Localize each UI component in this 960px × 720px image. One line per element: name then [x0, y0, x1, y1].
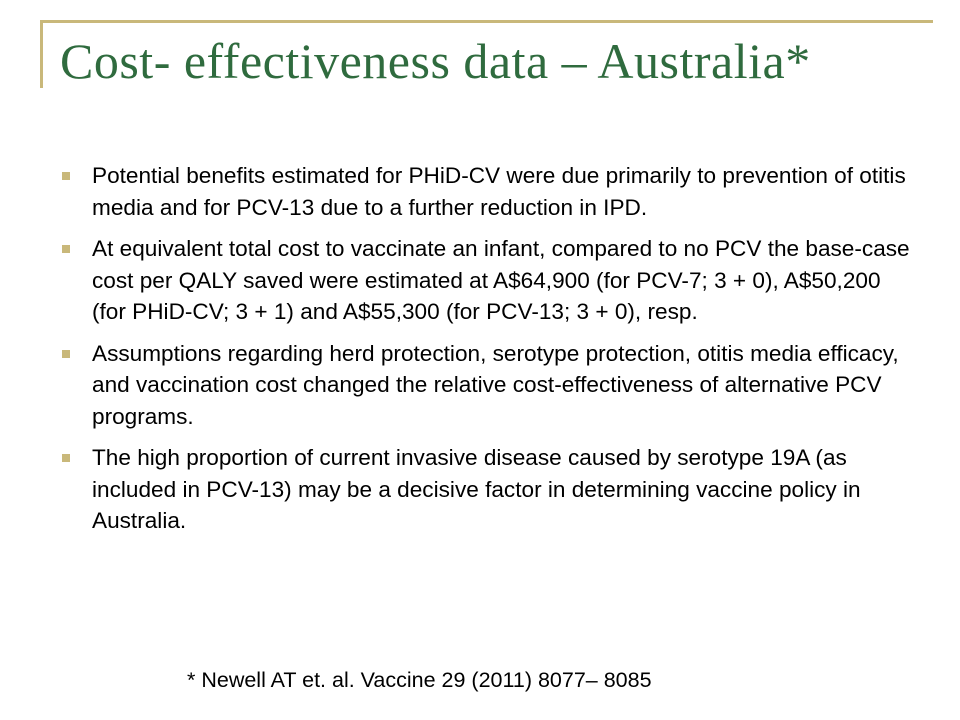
bullet-item-1: [60, 160, 920, 223]
square-bullet-icon: [62, 350, 70, 358]
bullet-text: At equivalent total cost to vaccinate an infant, compared to no PCV the base-case cost per QALY saved were estimated at A$64,900 (for PCV-7; 3 + 0), A$50,200 (for PHiD-CV; 3 + 1) and A$55,300 (for PCV-13; 3 + 0), resp.: [92, 236, 910, 324]
bullet-list: [60, 160, 920, 547]
reference-footnote: * Newell AT et. al. Vaccine 29 (2011) 8077– 8085: [187, 668, 652, 692]
bullet-item-2: [60, 233, 920, 328]
square-bullet-icon: [62, 245, 70, 253]
bullet-item-3: [60, 338, 920, 433]
square-bullet-icon: [62, 454, 70, 462]
bullet-item-4: [60, 442, 920, 537]
slide-title: Cost- effectiveness data – Australia*: [60, 33, 811, 89]
frame-left-rule: [40, 20, 43, 88]
bullet-text: Assumptions regarding herd protection, serotype protection, otitis media efficacy, and vaccination cost changed the relative cost-effectiveness of alternative PCV programs.: [92, 340, 899, 429]
bullet-text: Potential benefits estimated for PHiD-CV were due primarily to prevention of otitis media and for PCV-13 due to a further reduction in IPD.: [92, 163, 906, 220]
bullet-text: The high proportion of current invasive disease caused by serotype 19A (as included in PCV-13) may be a decisive factor in determining vaccine policy in Australia.: [92, 445, 861, 533]
frame-top-rule: [40, 20, 933, 23]
square-bullet-icon: [62, 172, 70, 180]
